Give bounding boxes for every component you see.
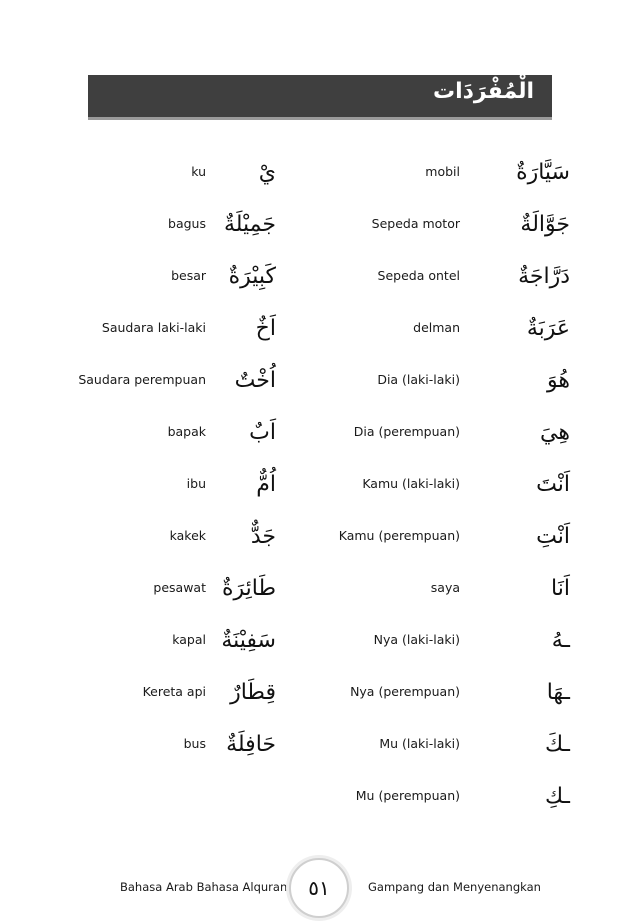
latin-meaning: saya — [430, 580, 460, 595]
vocabulary-row — [300, 420, 570, 472]
latin-meaning: ibu — [186, 476, 206, 491]
latin-meaning: besar — [171, 268, 206, 283]
arabic-word: اَخٌ — [255, 316, 276, 341]
latin-cell — [300, 524, 460, 576]
arabic-word: سَيَّارَةٌ — [516, 160, 570, 185]
latin-meaning: mobil — [425, 164, 460, 179]
latin-meaning: bus — [183, 736, 206, 751]
vocabulary-row — [0, 576, 290, 628]
latin-cell — [0, 472, 206, 524]
vocabulary-row — [300, 368, 570, 420]
latin-cell — [0, 628, 206, 680]
latin-meaning: ku — [191, 164, 206, 179]
arabic-word: جَدٌّ — [250, 524, 276, 549]
vocabulary-row — [300, 524, 570, 576]
vocabulary-row — [300, 160, 570, 212]
vocabulary-row — [300, 472, 570, 524]
vocabulary-header-bar — [88, 75, 552, 120]
latin-meaning: Sepeda ontel — [377, 268, 460, 283]
latin-meaning: bagus — [168, 216, 206, 231]
latin-cell — [300, 264, 460, 316]
latin-cell — [0, 212, 206, 264]
latin-cell — [0, 732, 206, 784]
vocabulary-row — [300, 316, 570, 368]
vocabulary-row — [300, 264, 570, 316]
latin-meaning: Kamu (laki-laki) — [362, 476, 460, 491]
vocabulary-row — [300, 212, 570, 264]
vocabulary-row — [300, 576, 570, 628]
latin-meaning: pesawat — [153, 580, 206, 595]
latin-meaning: Saudara perempuan — [78, 372, 206, 387]
vocabulary-row — [300, 784, 570, 836]
arabic-word: يْ — [258, 160, 276, 185]
arabic-word: دَرَّاجَةٌ — [518, 264, 570, 289]
latin-cell — [0, 368, 206, 420]
latin-cell — [300, 368, 460, 420]
latin-meaning: Dia (perempuan) — [353, 424, 460, 439]
arabic-word: ـهُ — [551, 628, 570, 653]
arabic-word: عَرَبَةٌ — [526, 316, 570, 341]
page-number-badge: ٥١ — [289, 858, 349, 918]
latin-cell — [0, 576, 206, 628]
arabic-word: اُمٌّ — [256, 472, 276, 497]
vocabulary-left-column — [0, 160, 290, 784]
arabic-word: اَنْتِ — [536, 524, 570, 549]
vocabulary-row — [0, 524, 290, 576]
arabic-word: جَمِيْلَةٌ — [223, 212, 276, 237]
latin-cell — [300, 316, 460, 368]
arabic-word: اَبٌ — [249, 420, 276, 445]
arabic-word: قِطَارٌ — [230, 680, 276, 705]
latin-meaning: Dia (laki-laki) — [377, 372, 460, 387]
vocabulary-title: الْمُفْرَدَات — [432, 79, 534, 104]
arabic-word: ـهَا — [546, 680, 570, 705]
footer-tagline: Gampang dan Menyenangkan — [368, 880, 541, 894]
latin-cell — [300, 628, 460, 680]
vocabulary-row — [0, 264, 290, 316]
footer-book-title: Bahasa Arab Bahasa Alquran — [120, 880, 288, 894]
latin-cell — [300, 784, 460, 836]
latin-cell — [0, 680, 206, 732]
arabic-word: اَنْتَ — [536, 472, 570, 497]
latin-meaning: Sepeda motor — [371, 216, 460, 231]
latin-cell — [300, 420, 460, 472]
latin-meaning: Mu (perempuan) — [355, 788, 460, 803]
latin-cell — [300, 732, 460, 784]
arabic-word: ـكَ — [545, 732, 570, 757]
vocabulary-row — [0, 680, 290, 732]
latin-cell — [300, 576, 460, 628]
arabic-word: اَنَا — [551, 576, 570, 601]
latin-cell — [300, 212, 460, 264]
latin-meaning: Nya (perempuan) — [350, 684, 460, 699]
latin-meaning: bapak — [167, 424, 206, 439]
vocabulary-right-column — [300, 160, 570, 836]
vocabulary-row — [0, 160, 290, 212]
latin-cell — [0, 160, 206, 212]
latin-cell — [0, 524, 206, 576]
vocabulary-row — [0, 628, 290, 680]
vocabulary-row — [0, 472, 290, 524]
latin-meaning: kakek — [169, 528, 206, 543]
vocabulary-row — [0, 420, 290, 472]
arabic-word: اُخْتٌ — [234, 368, 276, 393]
vocabulary-row — [0, 316, 290, 368]
latin-meaning: Kamu (perempuan) — [338, 528, 460, 543]
arabic-word: حَافِلَةٌ — [226, 732, 276, 757]
latin-meaning: Nya (laki-laki) — [373, 632, 460, 647]
latin-cell — [0, 420, 206, 472]
vocabulary-row — [300, 680, 570, 732]
vocabulary-row — [0, 212, 290, 264]
arabic-word: ـكِ — [545, 784, 570, 809]
latin-cell — [0, 316, 206, 368]
latin-meaning: Saudara laki-laki — [101, 320, 206, 335]
latin-meaning: Kereta api — [142, 684, 206, 699]
latin-meaning: kapal — [172, 632, 206, 647]
latin-cell — [0, 264, 206, 316]
vocabulary-row — [0, 732, 290, 784]
arabic-word: كَبِيْرَةٌ — [228, 264, 276, 289]
arabic-word: هِيَ — [540, 420, 570, 445]
latin-cell — [300, 160, 460, 212]
arabic-word: سَفِيْنَةٌ — [221, 628, 276, 653]
latin-meaning: delman — [413, 320, 460, 335]
arabic-word: هُوَ — [547, 368, 570, 393]
arabic-word: طَائِرَةٌ — [221, 576, 276, 601]
vocabulary-row — [0, 368, 290, 420]
latin-cell — [300, 472, 460, 524]
latin-cell — [300, 680, 460, 732]
vocabulary-row — [300, 732, 570, 784]
latin-meaning: Mu (laki-laki) — [379, 736, 460, 751]
vocabulary-row — [300, 628, 570, 680]
arabic-word: جَوَّالَةٌ — [520, 212, 570, 237]
